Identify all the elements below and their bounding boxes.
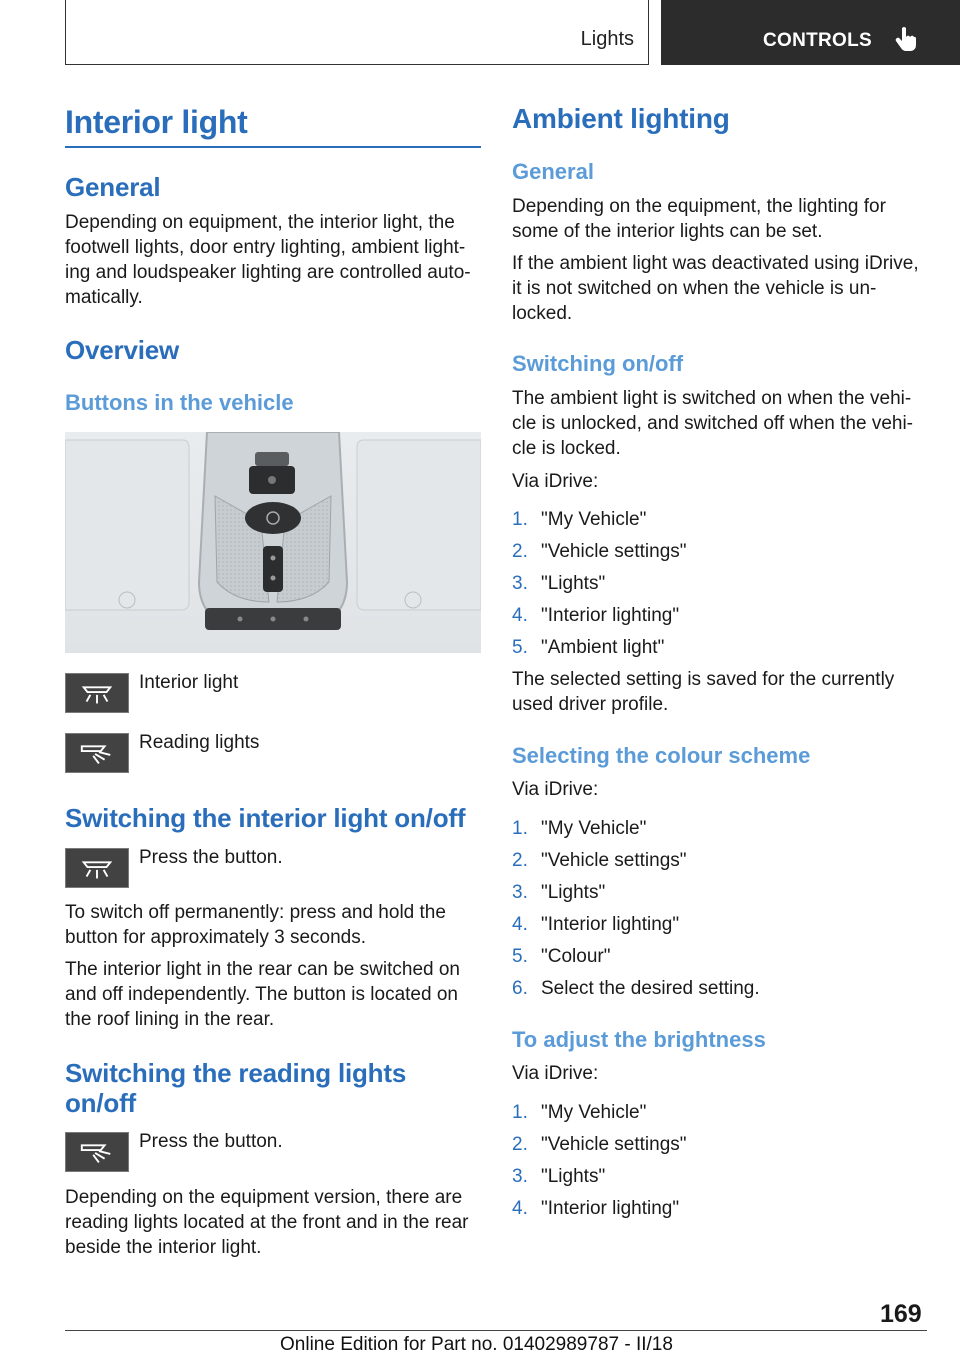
heading-general-right: General: [512, 159, 594, 184]
general-text-right-2: If the ambient light was deactivated using iDrive, it is not switched on when the vehicle is un-locked.: [512, 253, 919, 324]
interior-light-icon: [65, 848, 129, 888]
legend-interior-light: Interior light: [139, 672, 239, 693]
list-item: 2. "Vehicle settings": [512, 850, 687, 871]
heading-colour-scheme: Selecting the colour scheme: [512, 743, 811, 768]
steps-brightness: [512, 1100, 922, 1228]
switch-off-permanently-text: To switch off permanently: press and hold the button for approximately 3 seconds.: [65, 902, 446, 948]
heading-overview: Overview: [65, 335, 180, 365]
list-item: 1. "My Vehicle": [512, 1102, 647, 1123]
reading-lights-icon: [65, 1132, 129, 1172]
heading-general-left: General: [65, 172, 161, 202]
header-chapter-box: [661, 0, 960, 65]
steps-ambient-light: [512, 507, 922, 667]
section-title: Lights: [580, 28, 634, 50]
list-item: 3. "Lights": [512, 882, 606, 903]
interior-light-icon: [65, 673, 129, 713]
list-item: 2. "Vehicle settings": [512, 541, 687, 562]
list-item: 2. "Vehicle settings": [512, 1134, 687, 1155]
hand-pointer-icon: [895, 26, 917, 52]
via-idrive-3: Via iDrive:: [512, 1063, 599, 1084]
via-idrive-1: Via iDrive:: [512, 471, 599, 492]
heading-buttons-in-vehicle: Buttons in the vehicle: [65, 390, 294, 415]
heading-switch-interior: Switching the interior light on/off: [65, 803, 466, 833]
chapter-title: CONTROLS: [763, 30, 873, 51]
general-text-left: Depending on equipment, the interior light, the footwell lights, door entry lighting, ambient light-ing and loudspeaker lighting are controlled auto-matically.: [65, 212, 471, 308]
header-section-box: [65, 0, 649, 65]
heading-adjust-brightness: To adjust the brightness: [512, 1027, 766, 1052]
saved-setting-note: The selected setting is saved for the currently used driver profile.: [512, 669, 895, 715]
list-item: 4. "Interior lighting": [512, 1198, 680, 1219]
footer-edition: Online Edition for Part no. 01402989787 - II/18: [280, 1334, 673, 1355]
heading-switch-reading-2: on/off: [65, 1088, 136, 1118]
list-item: 5. "Ambient light": [512, 637, 665, 658]
press-button-text-2: Press the button.: [139, 1131, 283, 1152]
general-text-right-1: Depending on the equipment, the lighting for some of the interior lights can be set.: [512, 196, 886, 242]
list-item: 4. "Interior lighting": [512, 914, 680, 935]
heading-switch-reading-1: Switching the reading lights: [65, 1058, 407, 1088]
list-item: 4. "Interior lighting": [512, 605, 680, 626]
footer-divider: [65, 1330, 927, 1331]
heading-switching-on-off: Switching on/off: [512, 351, 684, 376]
list-item: 5. "Colour": [512, 946, 611, 967]
heading-ambient-lighting: Ambient lighting: [512, 103, 730, 134]
list-item: 1. "My Vehicle": [512, 818, 647, 839]
legend-reading-lights: Reading lights: [139, 732, 260, 753]
list-item: 3. "Lights": [512, 1166, 606, 1187]
steps-colour-scheme: [512, 816, 922, 1008]
rear-interior-light-text: The interior light in the rear can be switched on and off independently. The button is located on the roof lining in the rear.: [65, 959, 460, 1030]
title-underline: [65, 146, 481, 148]
list-item: 6. Select the desired setting.: [512, 978, 760, 999]
switching-text: The ambient light is switched on when the vehi-cle is unlocked, and switched off when the vehi-cle is locked.: [512, 388, 913, 459]
reading-lights-location-text: Depending on the equipment version, there are reading lights located at the front and in the rear beside the interior light.: [65, 1187, 469, 1258]
press-button-text-1: Press the button.: [139, 847, 283, 868]
overhead-console-photo: [65, 432, 481, 653]
page-title-interior-light: Interior light: [65, 104, 248, 140]
via-idrive-2: Via iDrive:: [512, 779, 599, 800]
reading-lights-icon: [65, 733, 129, 773]
list-item: 3. "Lights": [512, 573, 606, 594]
list-item: 1. "My Vehicle": [512, 509, 647, 530]
page-number: 169: [880, 1300, 922, 1328]
